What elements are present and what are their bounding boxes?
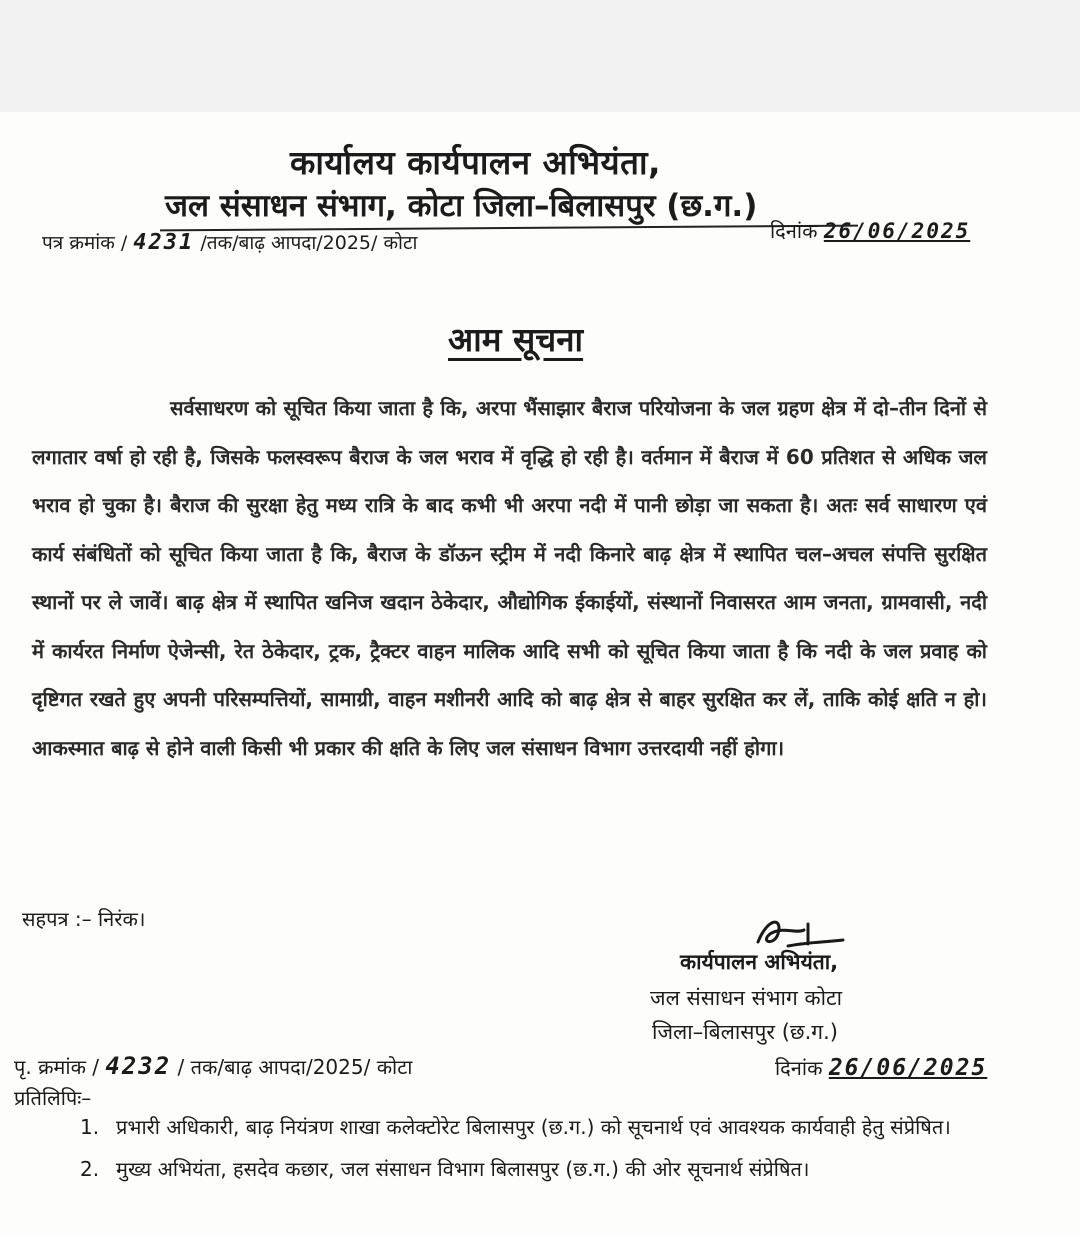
copy-list xyxy=(80,1112,997,1196)
copy-heading: प्रतिलिपिः– xyxy=(14,1086,92,1110)
list-item-number: 2. xyxy=(80,1157,100,1181)
endorsement-ref-number: 4232 xyxy=(105,1052,172,1080)
letter-reference xyxy=(42,229,417,255)
list-item-text: मुख्य अभियंता, हसदेव कछार, जल संसाधन विभाग बिलासपुर (छ.ग.) की ओर सूचनार्थ संप्रेषित। xyxy=(116,1157,810,1181)
date-value: 26/06/2025 xyxy=(823,219,971,243)
notice-title: आम सूचना xyxy=(448,320,584,359)
endorsement-date-label: दिनांक xyxy=(775,1056,823,1080)
ref-number: 4231 xyxy=(133,230,195,255)
ref-prefix: पत्र क्रमांक / xyxy=(42,232,128,254)
enclosure-line: सहपत्र :– निरंक। xyxy=(22,907,146,931)
top-bar xyxy=(0,0,1080,112)
letter-date xyxy=(770,217,970,244)
endorsement-date-value: 26/06/2025 xyxy=(828,1055,988,1081)
division-heading: जल संसाधन संभाग, कोटा जिला–बिलासपुर (छ.ग.) xyxy=(165,188,758,224)
signatory-division: जल संसाधन संभाग कोटा xyxy=(650,986,843,1010)
notice-body xyxy=(32,384,987,772)
endorsement-reference xyxy=(14,1052,413,1080)
endorsement-ref-suffix: / तक/बाढ़ आपदा/2025/ कोटा xyxy=(177,1055,413,1079)
signatory-title: कार्यपालन अभियंता, xyxy=(680,950,839,974)
office-heading: कार्यालय कार्यपालन अभियंता, xyxy=(290,143,662,182)
endorsement-ref-prefix: पृ. क्रमांक / xyxy=(14,1055,100,1079)
document-page xyxy=(0,112,1080,1236)
date-label: दिनांक xyxy=(770,219,818,243)
list-item-text: प्रभारी अधिकारी, बाढ़ नियंत्रण शाखा कलेक्टोरेट बिलासपुर (छ.ग.) को सूचनार्थ एवं आवश्यक कार्यवाही हेतु संप्रेषित। xyxy=(116,1115,951,1139)
list-item xyxy=(80,1154,997,1184)
list-item-number: 1. xyxy=(80,1115,100,1139)
endorsement-date xyxy=(775,1054,987,1081)
notice-body-text: सर्वसाधरण को सूचित किया जाता है कि, अरपा भैंसाझार बैराज परियोजना के जल ग्रहण क्षेत्र में दो–तीन दिनों से लगातार वर्षा हो रही है, जिसके फलस्वरूप बैराज के जल भराव में वृद्धि हो रही है। वर्तमान में बैराज में 60 प्रतिशत से अधिक जल भराव हो चुका है। बैराज की सुरक्षा हेतु मध्य रात्रि के बाद कभी भी अरपा नदी में पानी छोड़ा जा सकता है। अतः सर्व साधारण एवं कार्य संबंधितों को सूचित किया जाता है कि, बैराज के डॉऊन स्ट्रीम में नदी किनारे बाढ़ क्षेत्र में स्थापित चल–अचल संपत्ति सुरक्षित स्थानों पर ले जावें। बाढ़ क्षेत्र में स्थापित खनिज खदान ठेकेदार, औद्योगिक ईकाईयों, संस्थानों निवासरत आम जनता, ग्रामवासी, नदी में कार्यरत निर्माण ऐजेन्सी, रेत ठेकेदार, ट्रक, ट्रैक्टर वाहन मालिक आदि सभी को सूचित किया जाता है कि नदी के जल प्रवाह को दृष्टिगत रखते हुए अपनी परिसम्पत्तियों, सामाग्री, वाहन मशीनरी आदि को बाढ़ क्षेत्र से बाहर सुरक्षित कर लें, ताकि कोई क्षति न हो। आकस्मात बाढ़ से होने वाली किसी भी प्रकार की क्षति के लिए जल संसाधन विभाग उत्तरदायी नहीं होगा। xyxy=(32,396,987,760)
signatory-district: जिला–बिलासपुर (छ.ग.) xyxy=(652,1020,838,1044)
list-item xyxy=(80,1112,997,1142)
ref-suffix: /तक/बाढ़ आपदा/2025/ कोटा xyxy=(200,232,418,254)
